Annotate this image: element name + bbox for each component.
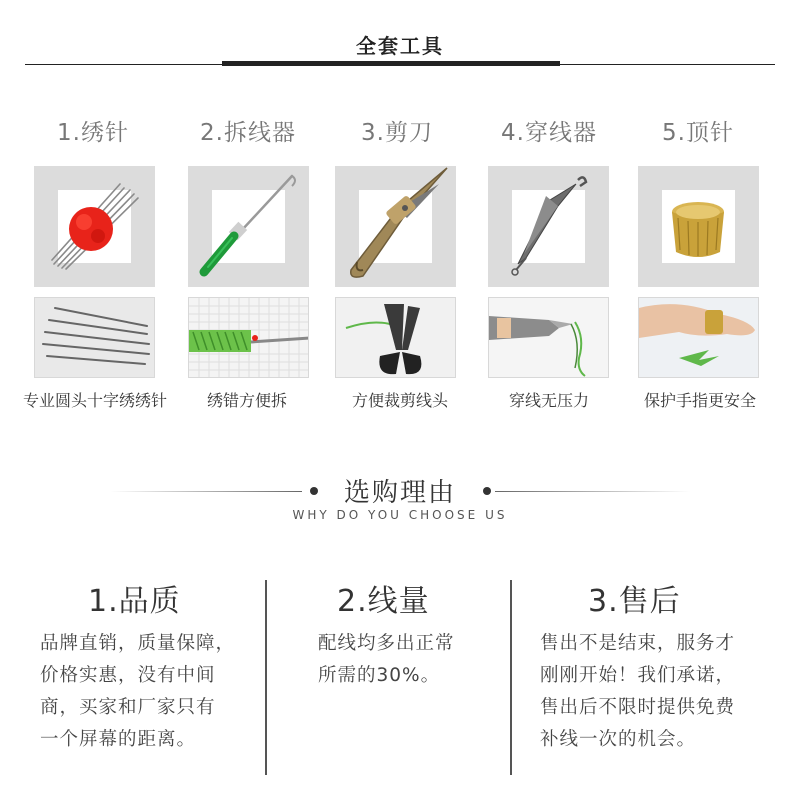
reason-body-quality bbox=[40, 628, 265, 756]
caption-seam-ripper: 绣错方便拆 bbox=[206, 391, 287, 410]
thimble-icon bbox=[638, 166, 759, 287]
section-subtitle: WHY DO YOU CHOOSE US bbox=[292, 508, 508, 522]
reason-line: 刚刚开始！我们承诺， bbox=[540, 665, 736, 686]
reason-line: 商，买家和厂家只有 bbox=[40, 697, 216, 718]
threader-icon bbox=[488, 166, 609, 287]
reason-body-aftersales bbox=[540, 628, 765, 756]
section-dot-right bbox=[483, 487, 491, 495]
seam-ripper-icon bbox=[188, 166, 309, 287]
threader-card bbox=[488, 166, 609, 287]
reason-line: 售出后不限时提供免费 bbox=[540, 697, 736, 718]
thimble-photo bbox=[638, 297, 759, 378]
section-title: 选购理由 bbox=[343, 478, 456, 508]
header-accent-bar bbox=[222, 61, 560, 66]
section-divider-right bbox=[495, 491, 690, 492]
needles-card bbox=[34, 166, 155, 287]
reason-title-quality: 1.品质 bbox=[88, 584, 181, 619]
caption-thimble: 保护手指更安全 bbox=[643, 391, 756, 410]
needles-photo bbox=[34, 297, 155, 378]
caption-needle: 专业圆头十字绣绣针 bbox=[22, 391, 167, 410]
reason-line: 售出不是结束，服务才 bbox=[540, 633, 736, 654]
column-divider bbox=[265, 580, 267, 775]
reason-line: 一个屏幕的距离。 bbox=[40, 729, 197, 750]
reason-line: 配线均多出正常 bbox=[318, 633, 455, 654]
tool-title-thimble: 5.顶针 bbox=[662, 120, 734, 146]
reason-line: 补线一次的机会。 bbox=[540, 729, 697, 750]
caption-scissors: 方便裁剪线头 bbox=[351, 391, 448, 410]
reason-line: 品牌直销，质量保障， bbox=[40, 633, 236, 654]
threader-photo bbox=[488, 297, 609, 378]
reason-line: 所需的30%。 bbox=[318, 665, 441, 686]
thimble-card bbox=[638, 166, 759, 287]
seam-ripper-card bbox=[188, 166, 309, 287]
tool-title-scissors: 3.剪刀 bbox=[361, 120, 433, 146]
column-divider bbox=[510, 580, 512, 775]
scissors-card bbox=[335, 166, 456, 287]
reason-title-thread: 2.线量 bbox=[337, 584, 430, 619]
scissors-photo bbox=[335, 297, 456, 378]
tool-title-threader: 4.穿线器 bbox=[501, 120, 597, 146]
page-title: 全套工具 bbox=[356, 34, 444, 58]
caption-threader: 穿线无压力 bbox=[508, 391, 589, 410]
needles-pompom-icon bbox=[34, 166, 155, 287]
reason-title-aftersales: 3.售后 bbox=[588, 584, 681, 619]
scissors-icon bbox=[335, 166, 456, 287]
tool-title-seam-ripper: 2.拆线器 bbox=[200, 120, 296, 146]
reason-line: 价格实惠，没有中间 bbox=[40, 665, 216, 686]
seam-ripper-photo bbox=[188, 297, 309, 378]
tool-title-needle: 1.绣针 bbox=[57, 120, 129, 146]
